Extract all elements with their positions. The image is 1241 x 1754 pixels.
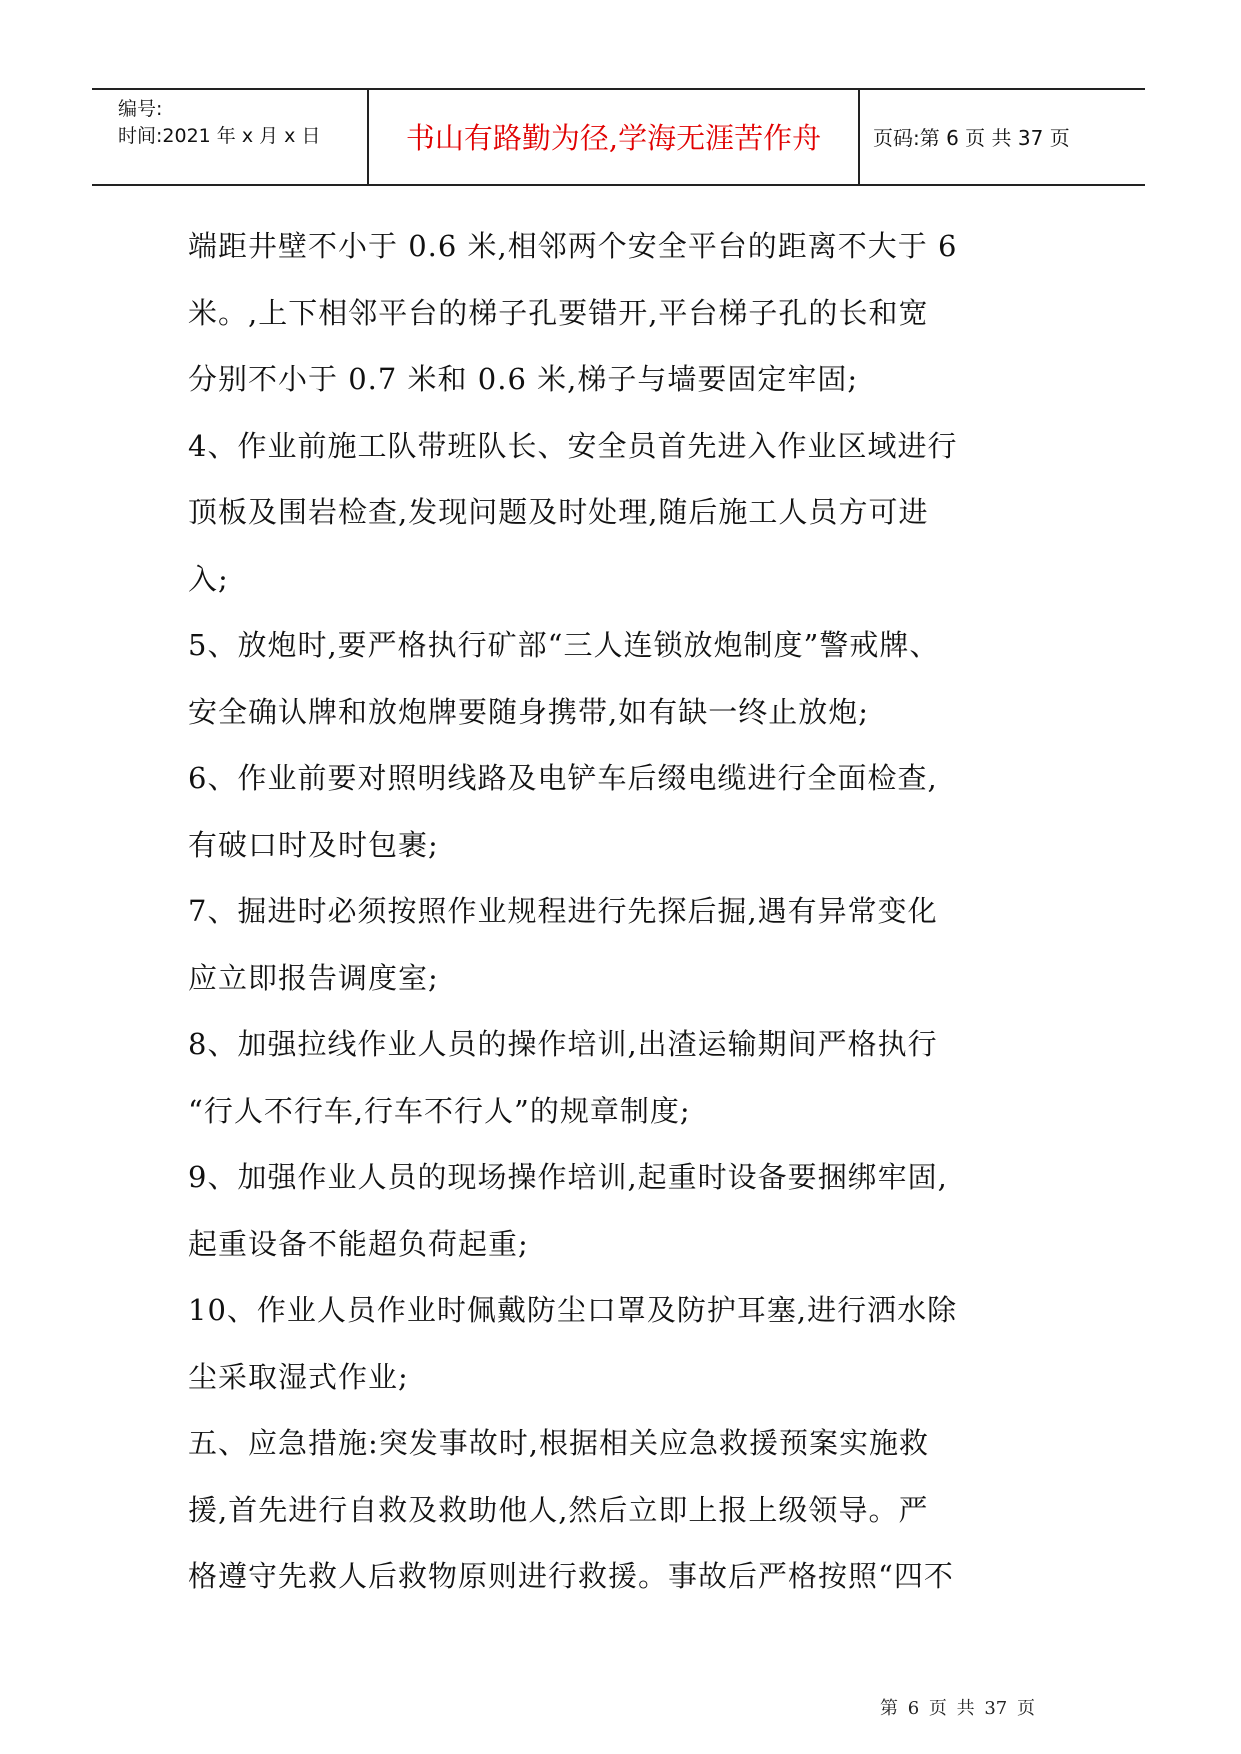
document-body	[188, 213, 1078, 1610]
body-text-line: 8、加强拉线作业人员的操作培训,出渣运输期间严格执行	[188, 1027, 938, 1061]
body-text-line: 格遵守先救人后救物原则进行救援。事故后严格按照“四不	[188, 1559, 954, 1593]
document-time-label: 时间:2021 年 x 月 x 日	[118, 125, 321, 147]
header-motto: 书山有路勤为径,学海无涯苦作舟	[405, 121, 822, 155]
header-page-number: 页码:第 6 页 共 37 页	[873, 126, 1070, 150]
footer-page-number: 第 6 页 共 37 页	[880, 1698, 1035, 1719]
body-text-line: 端距井壁不小于 0.6 米,相邻两个安全平台的距离不大于 6	[188, 229, 958, 263]
body-text-line: 五、应急措施:突发事故时,根据相关应急救援预案实施救	[188, 1426, 929, 1460]
body-text-line: 有破口时及时包裹;	[188, 827, 439, 862]
body-text-line: 援,首先进行自救及救助他人,然后立即上报上级领导。严	[188, 1492, 929, 1527]
body-text-line: 安全确认牌和放炮牌要随身携带,如有缺一终止放炮;	[188, 694, 869, 729]
body-text-line: 顶板及围岩检查,发现问题及时处理,随后施工人员方可进	[188, 495, 929, 529]
body-text-line: 9、加强作业人员的现场操作培训,起重时设备要捆绑牢固,	[188, 1160, 948, 1194]
body-text-line: 分别不小于 0.7 米和 0.6 米,梯子与墙要固定牢固;	[188, 362, 859, 396]
document-code-label: 编号:	[118, 98, 163, 120]
body-text-line: 5、放炮时,要严格执行矿部“三人连锁放炮制度”警戒牌、	[188, 628, 940, 662]
body-text-line: 尘采取湿式作业;	[188, 1359, 409, 1394]
body-text-line: 4、作业前施工队带班队长、安全员首先进入作业区域进行	[188, 428, 958, 463]
body-text-line: “行人不行车,行车不行人”的规章制度;	[188, 1093, 691, 1128]
body-text-line: 米。,上下相邻平台的梯子孔要错开,平台梯子孔的长和宽	[188, 295, 929, 330]
body-text-line: 6、作业前要对照明线路及电铲车后缀电缆进行全面检查,	[188, 761, 938, 795]
body-text-line: 10、作业人员作业时佩戴防尘口罩及防护耳塞,进行洒水除	[188, 1293, 958, 1327]
body-text-line: 起重设备不能超负荷起重;	[188, 1226, 529, 1261]
header-divider-right	[858, 90, 860, 186]
body-text-line: 入;	[188, 561, 229, 596]
body-text-line: 应立即报告调度室;	[188, 960, 439, 995]
page-header	[92, 88, 1145, 186]
body-text-line: 7、掘进时必须按照作业规程进行先探后掘,遇有异常变化	[188, 894, 938, 928]
